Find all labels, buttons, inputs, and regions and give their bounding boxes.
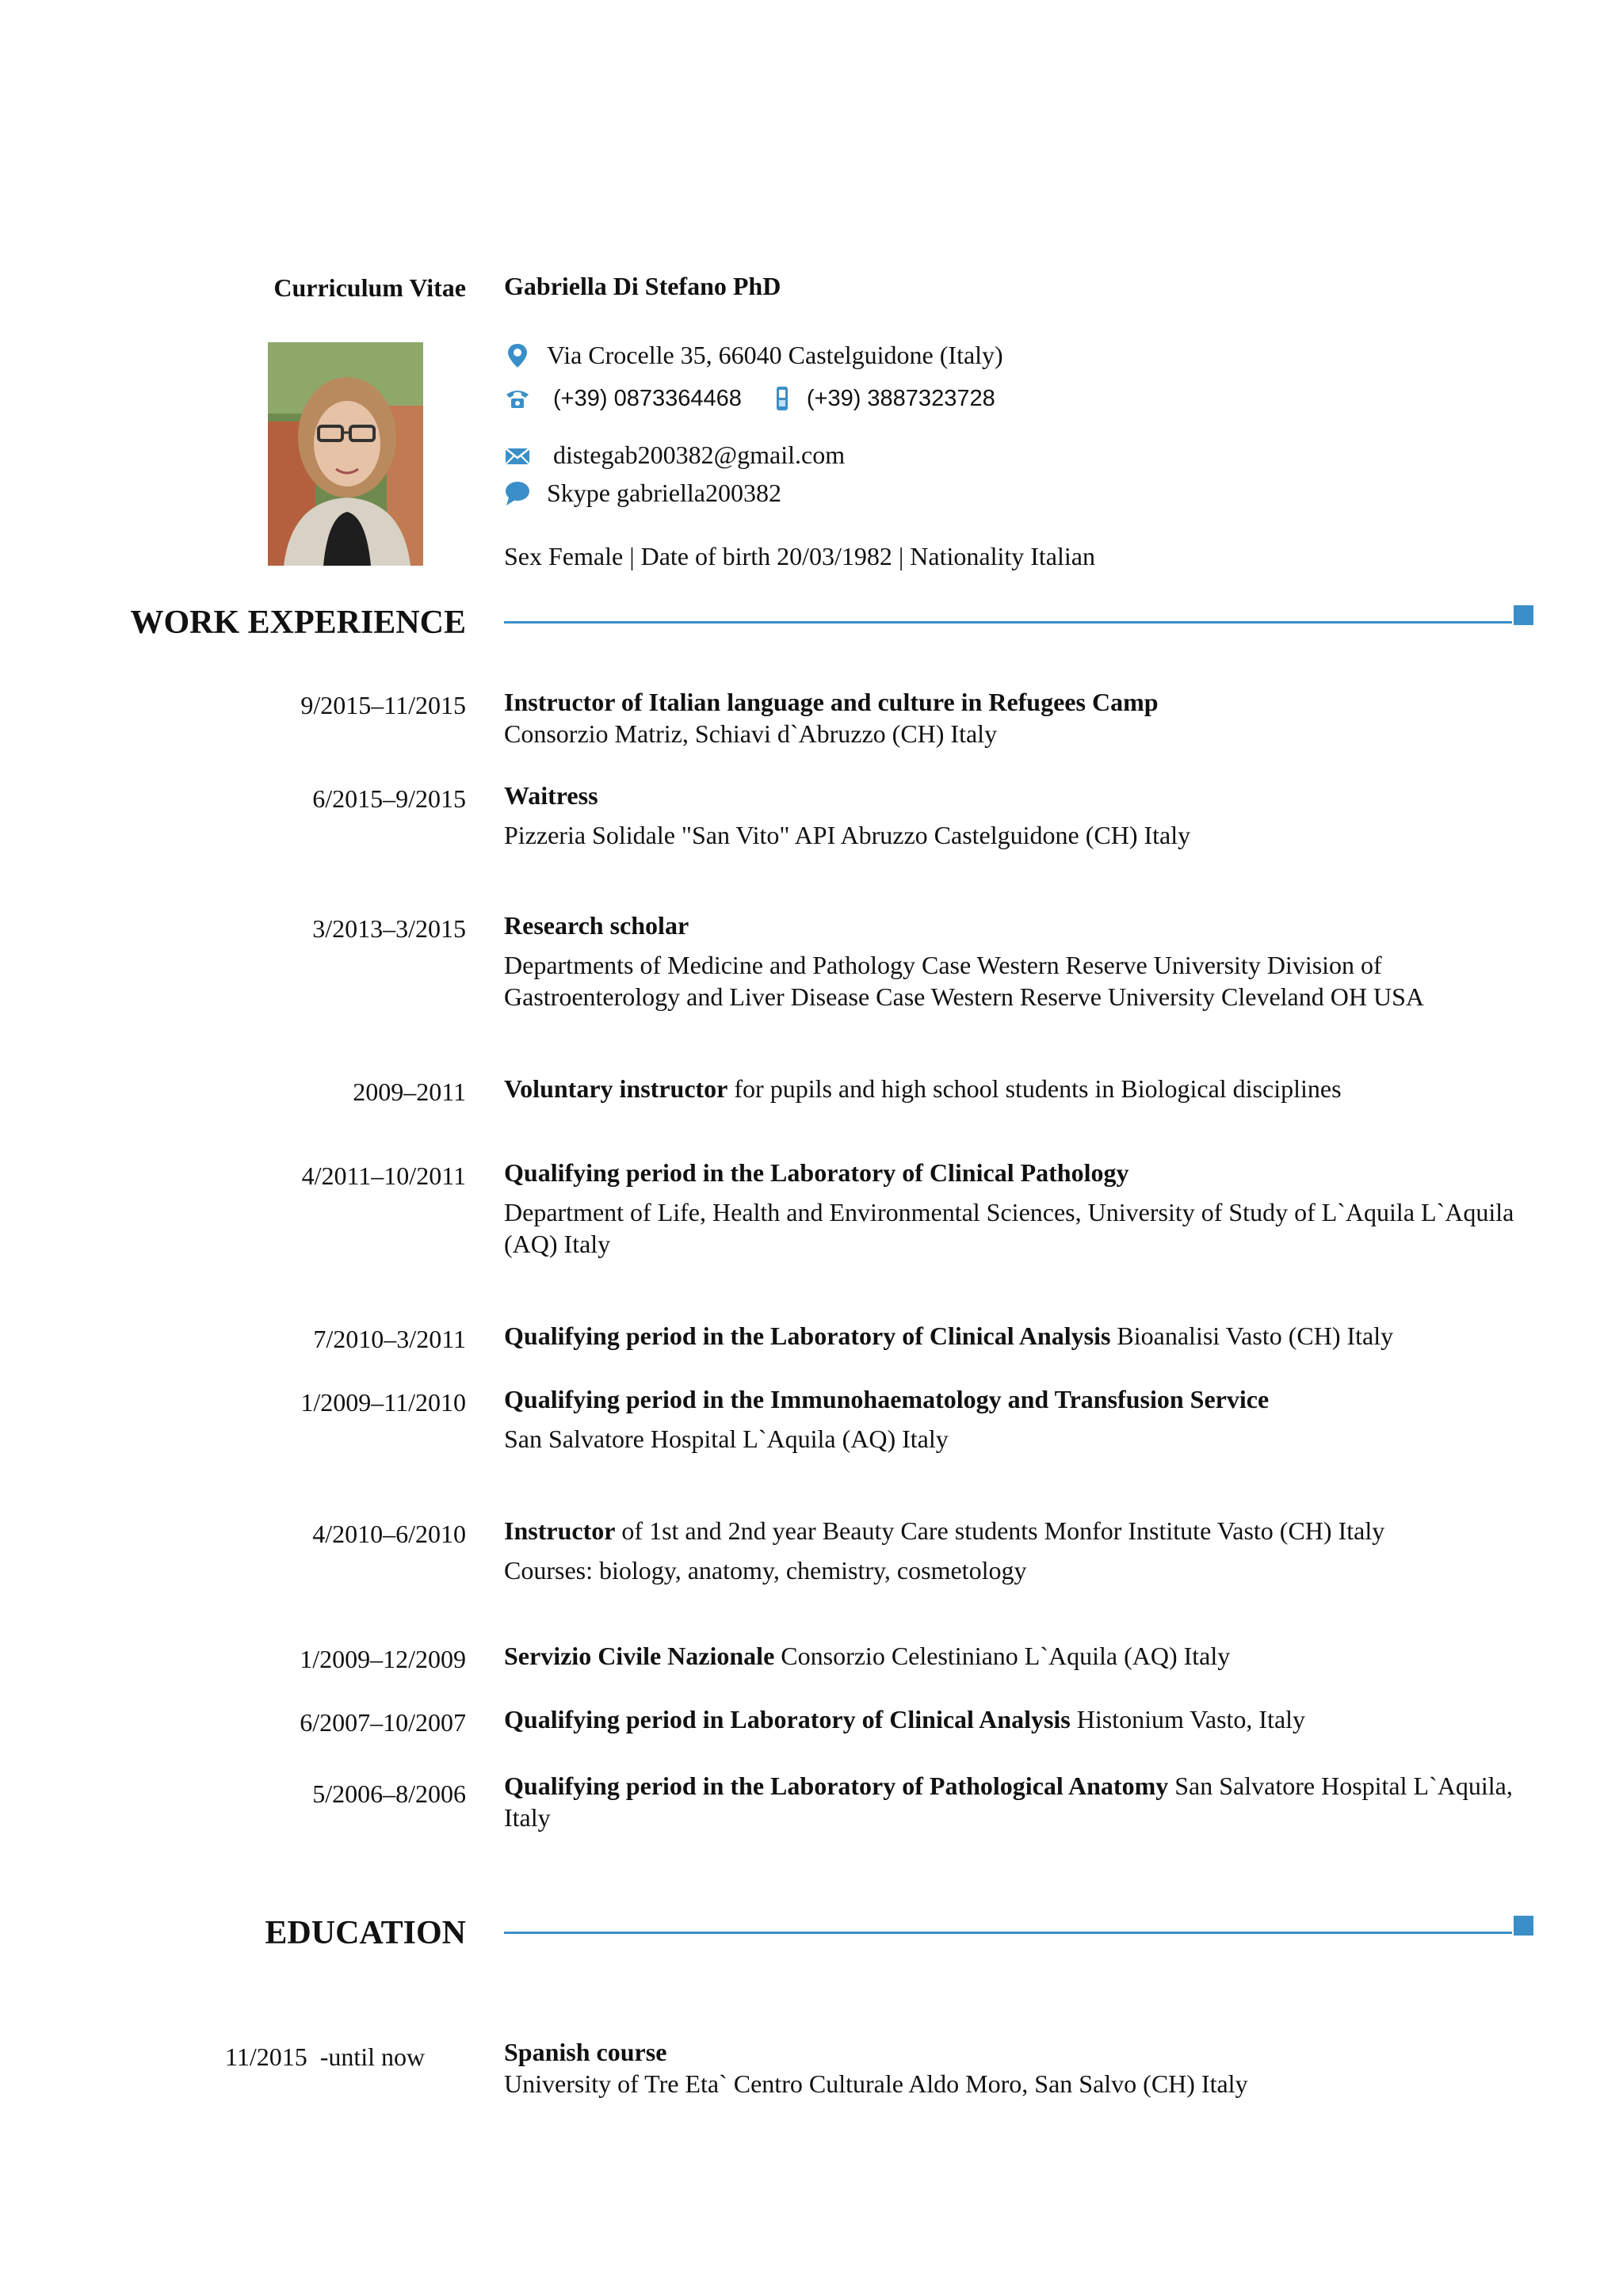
- skype-line: [504, 479, 781, 508]
- skype-text[interactable]: Skype gabriella200382: [547, 479, 781, 507]
- work-entry-title: Qualifying period in the Laboratory of Pathological Anatomy: [504, 1772, 1169, 1800]
- work-entry-title: Qualifying period in the Laboratory of Clinical Analysis: [504, 1322, 1111, 1350]
- personal-info: [504, 542, 1095, 571]
- education-entry-detail: University of Tre Eta` Centro Culturale Aldo Moro, San Salvo (CH) Italy: [504, 2069, 1248, 2098]
- work-date: 6/2015–9/2015: [312, 784, 466, 813]
- work-entry: [504, 1320, 1542, 1352]
- work-date: 3/2013–3/2015: [312, 914, 466, 943]
- mobile-phone-icon: [769, 385, 796, 412]
- work-entry-title: Voluntary instructor: [504, 1074, 728, 1103]
- work-date: 4/2010–6/2010: [312, 1520, 466, 1548]
- work-experience-heading: WORK EXPERIENCE: [130, 605, 466, 641]
- work-entry-title: Servizio Civile Nazionale: [504, 1642, 775, 1670]
- address-text: Via Crocelle 35, 66040 Castelguidone (Italy): [547, 341, 1003, 369]
- location-pin-icon: [504, 342, 531, 369]
- work-entry: [504, 1157, 1542, 1260]
- work-section-marker: [1514, 605, 1533, 625]
- work-entry-inline: of 1st and 2nd year Beauty Care students Monfor Institute Vasto (CH) Italy: [615, 1516, 1385, 1545]
- education-entry-title: Spanish course: [504, 2038, 667, 2066]
- work-entry-detail: Pizzeria Solidale "San Vito" API Abruzzo Castelguidone (CH) Italy: [504, 821, 1191, 849]
- education-entry: [504, 2036, 1542, 2100]
- work-entry: [504, 1640, 1542, 1672]
- work-entry-title: Qualifying period in the Laboratory of Clinical Pathology: [504, 1158, 1129, 1187]
- work-entry-title: Qualifying period in Laboratory of Clinical Analysis: [504, 1705, 1071, 1733]
- education-section-divider: [504, 1932, 1512, 1934]
- work-date: 9/2015–11/2015: [300, 691, 466, 719]
- address-line: [504, 341, 1003, 370]
- email-line: [504, 441, 845, 470]
- work-entry: [504, 1383, 1542, 1455]
- work-entry-detail: Consorzio Matriz, Schiavi d`Abruzzo (CH) Italy: [504, 719, 998, 748]
- work-date: 6/2007–10/2007: [300, 1708, 466, 1737]
- work-entry-title: Research scholar: [504, 911, 689, 940]
- personal-info-text: Sex Female | Date of birth 20/03/1982 | Nationality Italian: [504, 542, 1095, 570]
- work-entry-title: Instructor of Italian language and culture in Refugees Camp: [504, 688, 1159, 716]
- work-entry: [504, 1770, 1542, 1833]
- education-date: 11/2015 -until now: [225, 2042, 426, 2071]
- work-entry: [504, 780, 1542, 851]
- work-entry-detail: Department of Life, Health and Environmental Sciences, University of Study of L`Aquila L`Aquila (AQ) Italy: [504, 1198, 1514, 1258]
- work-date: 4/2011–10/2011: [301, 1161, 466, 1190]
- education-section-marker: [1514, 1916, 1533, 1936]
- work-entry-detail: Departments of Medicine and Pathology Case Western Reserve University Division of Gastroenterology and Liver Disease Case Western Reserve University Cleveland OH USA: [504, 951, 1424, 1011]
- work-entry-title: Waitress: [504, 781, 598, 810]
- work-entry-inline: Bioanalisi Vasto (CH) Italy: [1110, 1322, 1394, 1350]
- mobile-text[interactable]: (+39) 3887323728: [806, 385, 995, 411]
- work-date: 5/2006–8/2006: [312, 1779, 466, 1808]
- person-name: Gabriella Di Stefano PhD: [504, 272, 781, 300]
- cv-label: Curriculum Vitae: [273, 273, 466, 302]
- work-date: 1/2009–11/2010: [300, 1388, 466, 1417]
- education-heading: EDUCATION: [265, 1915, 466, 1951]
- work-entry: [504, 686, 1542, 749]
- work-entry-detail: Courses: biology, anatomy, chemistry, cosmetology: [504, 1556, 1027, 1585]
- work-entry-detail: San Salvatore Hospital L`Aquila (AQ) Italy: [504, 1425, 949, 1453]
- work-entry-inline: for pupils and high school students in Biological disciplines: [727, 1074, 1342, 1103]
- work-entry-inline: Consorzio Celestiniano L`Aquila (AQ) Italy: [774, 1642, 1231, 1670]
- phone-line: [504, 385, 995, 412]
- phone-text[interactable]: (+39) 0873364468: [553, 385, 742, 411]
- work-entry-title: Instructor: [504, 1516, 616, 1545]
- envelope-icon: [504, 442, 531, 469]
- work-date: 7/2010–3/2011: [313, 1325, 466, 1353]
- work-entry-inline: San Salvatore Hospital L`Aquila, Italy: [504, 1772, 1513, 1832]
- work-entry: [504, 910, 1542, 1013]
- work-entry: [504, 1515, 1542, 1586]
- chat-bubble-icon: [504, 480, 531, 507]
- work-entry-inline: Histonium Vasto, Italy: [1070, 1705, 1306, 1733]
- profile-photo: [268, 342, 423, 566]
- work-section-divider: [504, 621, 1512, 624]
- work-date: 1/2009–12/2009: [300, 1645, 466, 1673]
- work-entry: [504, 1073, 1542, 1104]
- work-entry-title: Qualifying period in the Immunohaematology and Transfusion Service: [504, 1385, 1270, 1413]
- email-text[interactable]: distegab200382@gmail.com: [553, 441, 846, 469]
- telephone-icon: [504, 385, 531, 412]
- work-entry: [504, 1703, 1542, 1735]
- work-date: 2009–2011: [353, 1077, 466, 1106]
